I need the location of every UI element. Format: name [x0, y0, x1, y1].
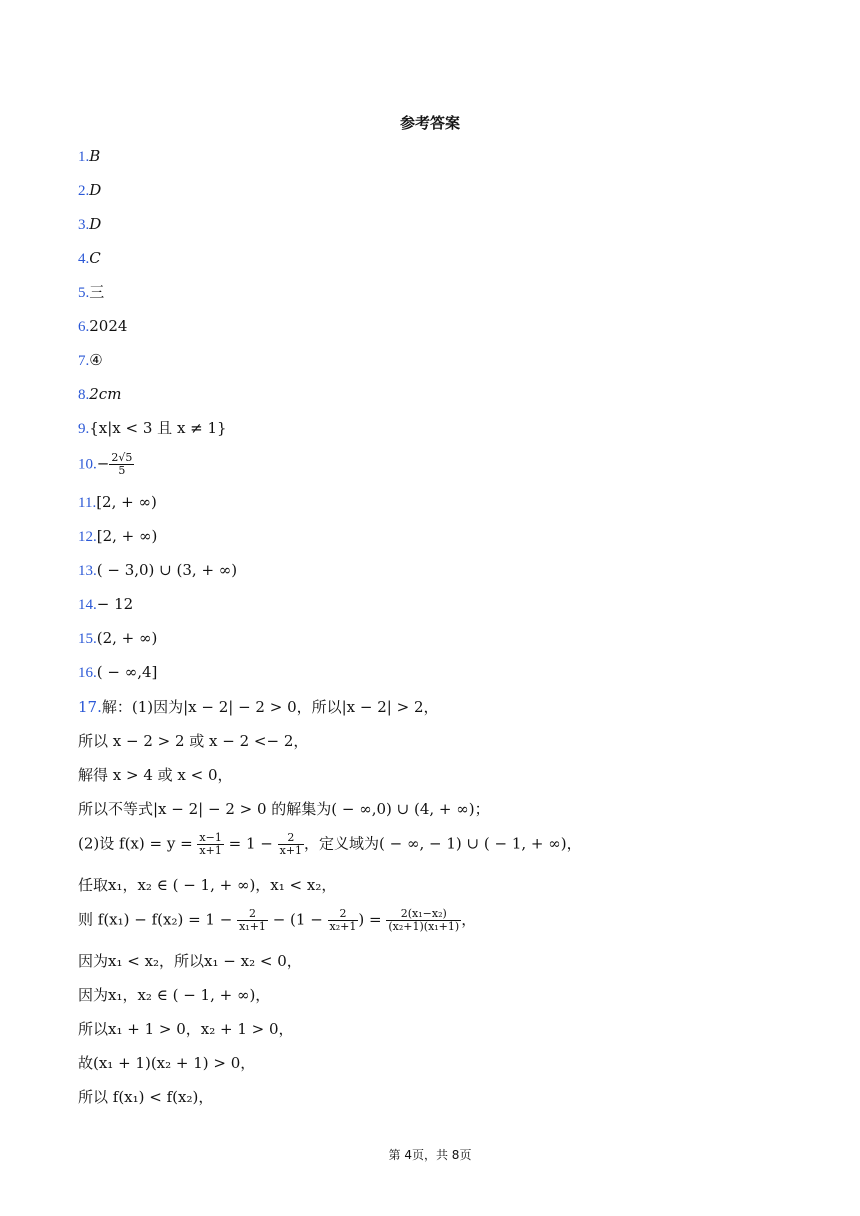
answer-value: ( − 3,0) ∪ (3, + ∞)	[96, 561, 238, 579]
fraction-denominator: x+1	[199, 844, 222, 857]
solution-line: 故(x₁ + 1)(x₂ + 1) > 0，	[78, 1054, 256, 1072]
fraction	[328, 908, 359, 933]
answer-number: 4.	[78, 251, 90, 267]
answer-item	[78, 628, 237, 662]
answer-value: C	[89, 249, 101, 267]
solution-line: 因为x₁ < x₂，所以x₁ − x₂ < 0，	[78, 952, 302, 970]
fraction	[109, 452, 134, 477]
answer-value: D	[89, 181, 102, 199]
solution-line: 所以x₁ + 1 > 0，x₂ + 1 > 0，	[78, 1020, 294, 1038]
page-footer: 第 4页，共 8页	[388, 1148, 472, 1162]
answer-item	[78, 560, 237, 594]
answer-number: 12.	[78, 529, 97, 545]
answer-item	[78, 282, 237, 316]
answer-value: [2, + ∞)	[96, 493, 157, 511]
solution-text: ，定义域为( − ∞, − 1) ∪ ( − 1, + ∞)，	[304, 834, 582, 853]
answer-value: B	[89, 147, 101, 165]
answer-item	[78, 526, 237, 560]
answer-item	[78, 594, 237, 628]
answer-number: 10.	[78, 456, 97, 473]
page-title: 参考答案	[399, 114, 460, 132]
answer-number: 3.	[78, 217, 90, 233]
answer-value: 三	[89, 283, 105, 301]
answer-number: 11.	[78, 495, 97, 511]
solution-line	[78, 696, 798, 730]
answer-item	[78, 662, 237, 696]
answer-value: − 12	[96, 595, 134, 613]
fraction-denominator: 5	[118, 464, 126, 477]
answer-number: 2.	[78, 183, 90, 199]
solution-line	[78, 832, 798, 874]
solution-line: 解得 x > 4 或 x < 0，	[78, 766, 233, 784]
solution-text: 解：(1)因为|x − 2| − 2 > 0，所以|x − 2| > 2，	[101, 698, 439, 716]
answer-value: {x|x < 3 且 x ≠ 1}	[89, 419, 227, 437]
fraction-numerator: 2	[237, 908, 268, 921]
fraction-numerator: 2(x₁−x₂)	[386, 908, 461, 921]
fraction-denominator: x₁+1	[239, 920, 266, 933]
solution-block	[78, 696, 798, 1120]
answer-number: 15.	[78, 631, 97, 647]
answer-item	[78, 418, 237, 452]
fraction-numerator: 2	[328, 908, 359, 921]
answer-value: 2cm	[89, 385, 122, 403]
answer-value: ④	[89, 351, 103, 369]
answer-value: D	[89, 215, 102, 233]
answer-item	[78, 248, 237, 282]
fraction-denominator: (x₂+1)(x₁+1)	[388, 920, 460, 933]
solution-line: 所以 f(x₁) < f(x₂)，	[78, 1088, 214, 1106]
solution-text: ，	[461, 910, 477, 929]
solution-text: − (1 −	[267, 910, 328, 929]
answer-number: 8.	[78, 387, 90, 403]
solution-line: 任取x₁，x₂ ∈ ( − 1, + ∞)，x₁ < x₂，	[78, 876, 337, 894]
answer-value: (2, + ∞)	[96, 629, 158, 647]
answer-item	[78, 350, 237, 384]
answer-number: 17.	[78, 698, 102, 716]
solution-line: 所以不等式|x − 2| − 2 > 0 的解集为( − ∞,0) ∪ (4, + ∞)；	[78, 800, 490, 818]
answer-number: 7.	[78, 353, 90, 369]
answer-item	[78, 384, 237, 418]
answer-number: 6.	[78, 319, 90, 335]
solution-text: (2)设 f(x) = y =	[78, 834, 198, 853]
answer-value: −	[96, 454, 110, 473]
answer-number: 1.	[78, 149, 90, 165]
answer-number: 14.	[78, 597, 97, 613]
fraction-denominator: x+1	[279, 844, 303, 857]
fraction	[197, 832, 223, 857]
answer-number: 16.	[78, 665, 97, 681]
answer-value: 2024	[89, 317, 128, 335]
answer-item	[78, 146, 237, 180]
solution-line: 因为x₁，x₂ ∈ ( − 1, + ∞)，	[78, 986, 271, 1004]
answer-item	[78, 180, 237, 214]
answer-number: 5.	[78, 285, 90, 301]
answer-number: 9.	[78, 421, 90, 437]
solution-text: 则 f(x₁) − f(x₂) = 1 −	[78, 910, 238, 929]
answer-item	[78, 214, 237, 248]
solution-text: = 1 −	[223, 834, 278, 853]
solution-line: 所以 x − 2 > 2 或 x − 2 <− 2，	[78, 732, 309, 750]
fraction-numerator: x−1	[199, 831, 222, 844]
fraction	[386, 908, 461, 933]
answer-item	[78, 452, 237, 492]
answer-item	[78, 316, 237, 350]
fraction	[237, 908, 268, 933]
answer-value: [2, + ∞)	[96, 527, 158, 545]
answer-list	[78, 146, 237, 696]
fraction	[278, 832, 304, 857]
fraction-numerator: 2√5	[111, 451, 133, 464]
fraction-denominator: x₂+1	[329, 920, 357, 933]
answer-value: ( − ∞,4]	[96, 663, 158, 681]
solution-line	[78, 908, 798, 950]
answer-number: 13.	[78, 563, 97, 579]
answer-item	[78, 492, 237, 526]
fraction-numerator: 2	[278, 832, 304, 845]
solution-text: ) =	[358, 910, 387, 929]
